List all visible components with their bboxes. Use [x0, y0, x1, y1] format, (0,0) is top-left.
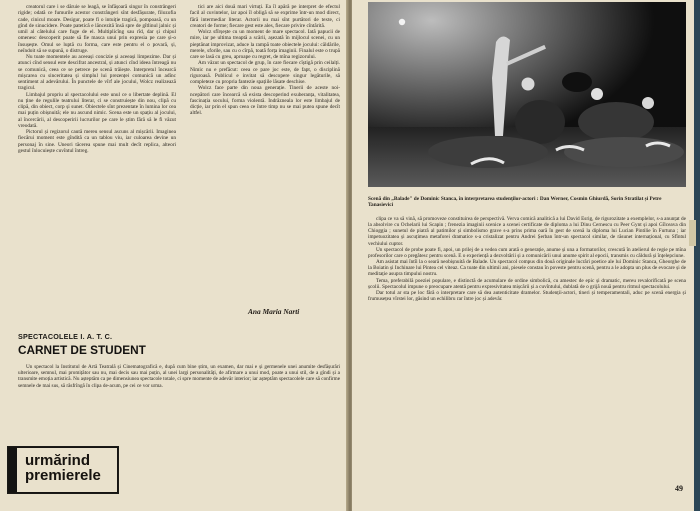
- section-heading: CARNET DE STUDENT: [18, 343, 146, 357]
- paragraph: Dar totul ar sta pe loc fără o interpretare care să dea autenticitate dramelor. Studenții-actori, tineri și temperamentali, aduc pe scenă energia și frumusețea vîrstei lor, găsind un echilibru rar între joc și adevăr.: [368, 289, 686, 303]
- paragraph: Un spectacol la Institutul de Artă Teatrală și Cinematografică e, după cum bine știm, un examen, dar mai e și germenele unei anumite desfășurări ulterioare, semnul, mai promițător sau nu, mai decis sau mai puțin, al unei largi personalități, de afirmare a unui mod, poate a unui stil, de a gîndi și a transmite emoția artistică. Nu așteptăm ca pe dimensiunea spectacole totale, ci spre momente de adevăr interior; iar așteptăm spectacolele care să confirme semnele de mai sus, să răsfrîngă în clipa de-acum, pe cei ce vor urma.: [18, 364, 340, 389]
- tag-line-2: premierele: [25, 467, 101, 484]
- paragraph: Un spectacol de probe poate fi, apoi, un prilej de a vedea cum arată o generație, anume și una a formatorilor, crescută în atelierul de regie pe mîna profesorilor care o pregătesc pentru scenă. E o experiență a dezvoltării și a comunicării unui anume spirit al epocii, transmis cu căldură și înțelepciune.: [368, 246, 686, 259]
- tag-bar: [9, 448, 17, 492]
- right-article-text: [368, 216, 686, 504]
- paragraph: Pictorul și regizorul caută mereu sensul ascuns al mișcării. Imaginea fiecărui moment este gîndită ca un tablou viu, iar culoarea devine un personaj în sine. Uneori tăcerea spune mai mult decît replica, alteori gestul înlocuiește cuvîntul întreg.: [18, 129, 176, 154]
- photo-caption: Scenă din „Balade" de Dominic Stanca, în interpretarea studenților-actori : Dan Werner, Cosmin Ghiurdă, Sorin Stratilat și Petre Tanasievici: [368, 196, 662, 209]
- page-edge-tab: [689, 220, 696, 246]
- stage-photo-image: [368, 2, 686, 187]
- paragraph: Limbajul propriu al spectacolului este unul ce o libertate deplină. El nu ține de regulile teatrului literar, ci se construiește din nou, clipă cu clipă, din obiect, corp și sunet. Obiectele sînt prezentate în lumina lor cea mai puțin obișnuită; ele nu ascund nimic. Scena este un spațiu al jocului, al încercării, al descoperirii lucrurilor pe care le știm fără să le fi văzut vreodată.: [18, 91, 176, 129]
- paragraph: Wolcz face parte din noua generație. Tinerii de aceste noi-ncepători care încearcă să exista descoperind exuberanța, vitalitatea, fascinația socului, forma violentă. Indrăzneala lor este limbajul de dicție, iar prin el spun ceea ce între timp nu se mai putea spune decît altfel.: [190, 85, 340, 117]
- paragraph: Am văzut un spectacol de grup, în care fiecare cîștigă prin ceilalți. Nimic nu e prefăcut: ceea ce pare joc este, de fapt, o disciplină riguroasă. Publicul e invitat să descopere singur legăturile, să completeze cu propria fantezie spațiile lăsate deschise.: [190, 60, 340, 85]
- left-column-2: [190, 4, 340, 306]
- section-title: SPECTACOLELE I. A. T. C.: [18, 332, 113, 341]
- paragraph: Am asistat mai întîi la o seară neobișnuită de Balade. Un spectacol compus din două originale lucrări poetice ale lui Dominic Stanca, Gheorghe de la Boiatin și Inchinare lui Pintea cel viteaz. Ca toate din ultimii ani, piesele constau în poveste pentru scenă, pentru a le adopta un plus de evocare și de meditație asupra timpului nostru.: [368, 259, 686, 278]
- paragraph: clipa ce va să vină, să promoveze constituirea de perspectivă. Verva comică analitică a lui David Esrig, de rigurozitate a exemplelor, s-a anunțat de la absolvire cu Ochelarii lui Scapin ; frenezia imaginii scenice a scenei certificate de diploma a lui Dinu Cernescu cu Peer Gynt și apoi Gîlceava din Chioggia ; sunetul de piatră al patimilor și simbolismo grave s-a prins prima oară în gest de scenă la diploma lui Lucian Pintilie în Furtuna ; iar impetuozitatea și ascuțimea metaforei dramatice s-a cristalizat pentru Andrei Șerban într-un spectacol similar, de răsunet internațional, cu Sfîntul vechiului cuptor.: [368, 216, 686, 247]
- paragraph: Wolcz sfîrșește cu un moment de mare spectacol. Iată papucii de mire, iar pe ultima treaptă a scării, așezată în mijlocul scenei, cu un pieptănat improvizat, aduce la rampă toate obiectele jocului: căldările, merele, sforile, sau cu o cîrpă, toată forța imaginii. Finalul este o trupă care se lasă cu greu, aproape cu regret, de mîna regizorului.: [190, 29, 340, 60]
- author-signature: Ana Maria Narti: [248, 307, 300, 316]
- column-tag: [8, 447, 118, 493]
- tag-text: [25, 453, 101, 483]
- paragraph: Tema, preferabilă poeziei populare, e distinctă de acumulare de ordine simbolică, cu amestec de epic și dramatic, mereu revalorificată pe scena școlii. Spectacolul impune o preocupare atentă pentru expresivitatea mișcării și a cuvîntului, dublată de o grijă nouă pentru ritmul spectacolului.: [368, 277, 686, 290]
- paragraph: tici are aici două mari virtuți. Ea îl apără pe interpret de efectul facil al cuvintelor, iar apoi îl obligă să se exprime într-un mod direct, fără intermediar literar. Actorii nu mai sînt purtători de texte, ci creatori de forme; fiecare gest este ales, fiecare privire cîntărită.: [190, 4, 340, 29]
- tag-line-1: urmărind: [25, 452, 91, 469]
- paragraph: Nu toate momentele au aceeași concizie și aceeași limpezime. Dar și atunci cînd sensul este descifrat ancestral, și atunci cînd ideea întreagă nu se comunică, ceea ce se petrece pe scenă trăiește. Interpretul încearcă mișcarea cu sinceritatea și simplul lui prezenței comunică un adînc sentiment al adevărului. În punctele de vîrf ale jocului, Wolcz realizează tragicul.: [18, 54, 176, 92]
- page-number: 49: [675, 484, 683, 493]
- left-column-1: [18, 4, 176, 326]
- intro-text: [18, 364, 340, 426]
- paragraph: creatorul care i se dăruie se leagă, se înfășoară singur în constrângeri rigide; odată ce fumurile acestor constrângeri sînt desfășurate, filozofia cade, cinicul moare. Desigur, poate fi o intuiție tragică, pompoasă, cu un gînd de sinucidere. Poate patetică e lăncezită însă spre de gîtlinul jalnic și umil al câtelului care fuge de el. Multiplicîng sau rîd, dar și chipul omenesc descoperit poate să fie masca unui prin expresia pe care și-o însușește. Omul se luptă cu forma, care este pentru el o povară, și, neîndoit să se supună, o distruge.: [18, 4, 176, 54]
- stage-photo: [368, 2, 686, 187]
